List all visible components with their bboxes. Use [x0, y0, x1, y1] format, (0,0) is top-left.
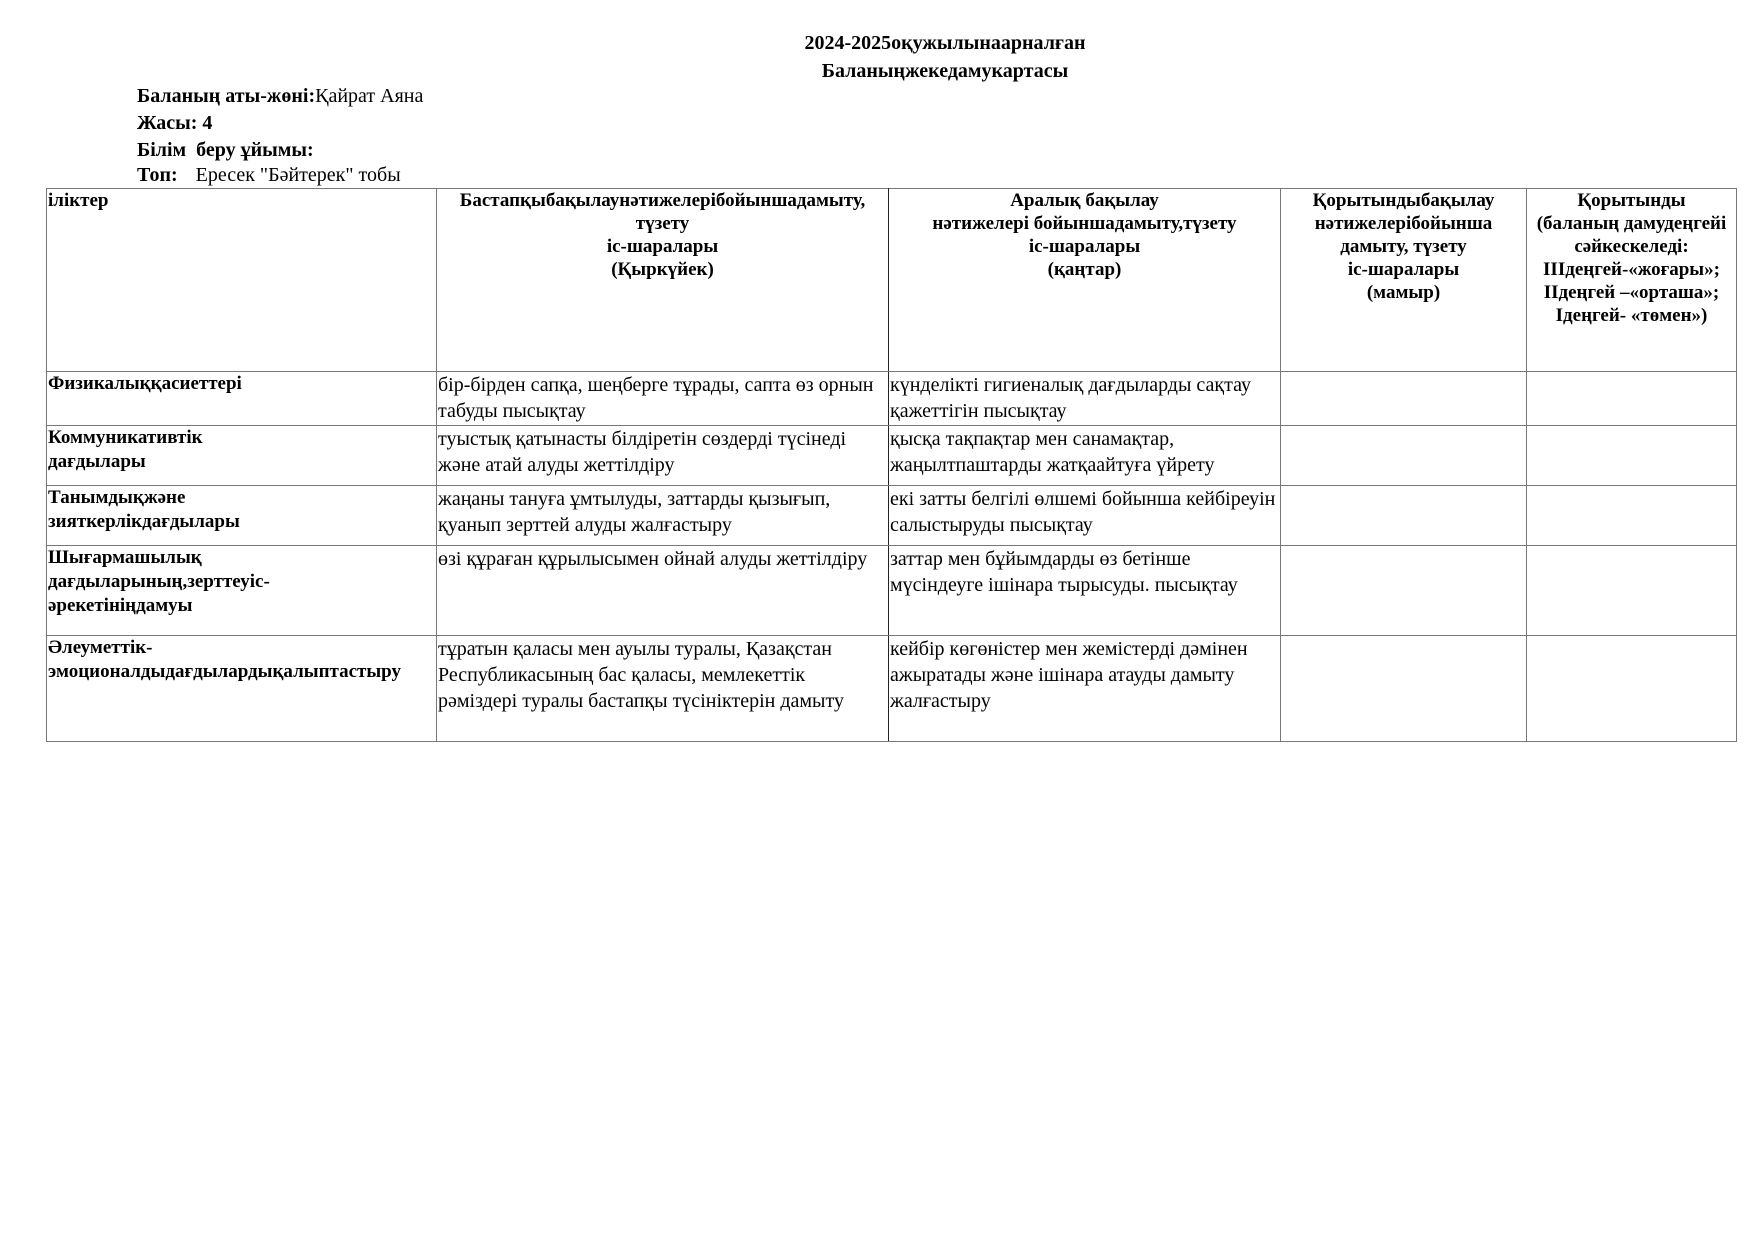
table-row — [47, 426, 1737, 486]
child-age-label: Жасы: 4 — [137, 112, 213, 134]
initial-cell: туыстық қатынасты білдіретін сөздерді түсінеді және атай алуды жеттілдіру — [437, 426, 889, 486]
table-row — [47, 546, 1737, 636]
initial-cell: жаңаны тануға ұмтылуды, заттарды қызығып, қуанып зерттей алуды жалғастыру — [437, 486, 889, 546]
criterion-cell: Әлеуметтік- эмоционалдыдағдылардықалыптастыру — [47, 636, 437, 742]
table-header-row — [47, 189, 1737, 372]
final-cell — [1281, 636, 1527, 742]
group-label: Топ: — [137, 164, 178, 186]
final-cell — [1281, 486, 1527, 546]
criterion-cell: Коммуникативтік дағдылары — [47, 426, 437, 486]
result-cell — [1527, 546, 1737, 636]
result-cell — [1527, 426, 1737, 486]
result-cell — [1527, 636, 1737, 742]
interim-cell: күнделікті гигиеналық дағдыларды сақтау қажеттігін пысықтау — [889, 372, 1281, 426]
interim-cell: заттар мен бұйымдарды өз бетінше мүсіндеуге ішінара тырысуды. пысықтау — [889, 546, 1281, 636]
result-cell — [1527, 372, 1737, 426]
group-value: Ересек "Бәйтерек" тобы — [195, 164, 401, 186]
child-name-label: Баланың аты-жөні: — [137, 85, 316, 107]
interim-cell: қысқа тақпақтар мен санамақтар, жаңылтпаштарды жатқаайтуға үйрету — [889, 426, 1281, 486]
interim-cell: кейбір көгөністер мен жемістерді дәмінен ажыратады және ішінара атауды дамыту жалғастыру — [889, 636, 1281, 742]
initial-cell: тұратын қаласы мен ауылы туралы, Қазақстан Республикасының бас қаласы, мемлекеттік рәміздері туралы бастапқы түсініктерін дамыту — [437, 636, 889, 742]
child-name-value: Қайрат Аяна — [315, 85, 424, 107]
initial-cell: бір-бірден сапқа, шеңберге тұрады, сапта өз орнын табуды пысықтау — [437, 372, 889, 426]
header-criteria: іліктер — [47, 189, 437, 372]
child-age-row — [137, 111, 212, 135]
final-cell — [1281, 546, 1527, 636]
header-initial-control: Бастапқыбақылаунәтижелерібойыншадамыту, түзету іс-шаралары (Қыркүйек) — [437, 189, 889, 372]
criterion-cell: Физикалыққасиеттері — [47, 372, 437, 426]
header-result: Қорытынды (баланың дамудеңгейі сәйкескеледі: IIIдеңгей-«жоғары»; IIдеңгей –«орташа»; Iдеңгей- «төмен») — [1527, 189, 1737, 372]
child-name-row — [137, 84, 423, 108]
document-title-line-1: 2024-2025оқужылынаарналған — [804, 32, 1086, 54]
table-row — [47, 636, 1737, 742]
initial-cell: өзі құраған құрылысымен ойнай алуды жеттілдіру — [437, 546, 889, 636]
result-cell — [1527, 486, 1737, 546]
table-row — [47, 486, 1737, 546]
organization-label: Білім беру ұйымы: — [137, 139, 314, 161]
development-card-table — [46, 188, 1737, 742]
criterion-cell: Шығармашылық дағдыларының,зерттеуіс- әрекетініңдамуы — [47, 546, 437, 636]
interim-cell: екі затты белгілі өлшемі бойынша кейбіреуін салыстыруды пысықтау — [889, 486, 1281, 546]
organization-row — [137, 138, 314, 162]
table-row — [47, 372, 1737, 426]
final-cell — [1281, 426, 1527, 486]
header-final-control: Қорытындыбақылау нәтижелерібойынша дамыту, түзету іс-шаралары (мамыр) — [1281, 189, 1527, 372]
group-row — [137, 163, 401, 187]
final-cell — [1281, 372, 1527, 426]
document-title-line-2: Баланыңжекедамукартасы — [821, 60, 1069, 82]
criterion-cell: Танымдықжәне зияткерлікдағдылары — [47, 486, 437, 546]
header-interim-control: Аралық бақылау нәтижелері бойыншадамыту,түзету іс-шаралары (қаңтар) — [889, 189, 1281, 372]
